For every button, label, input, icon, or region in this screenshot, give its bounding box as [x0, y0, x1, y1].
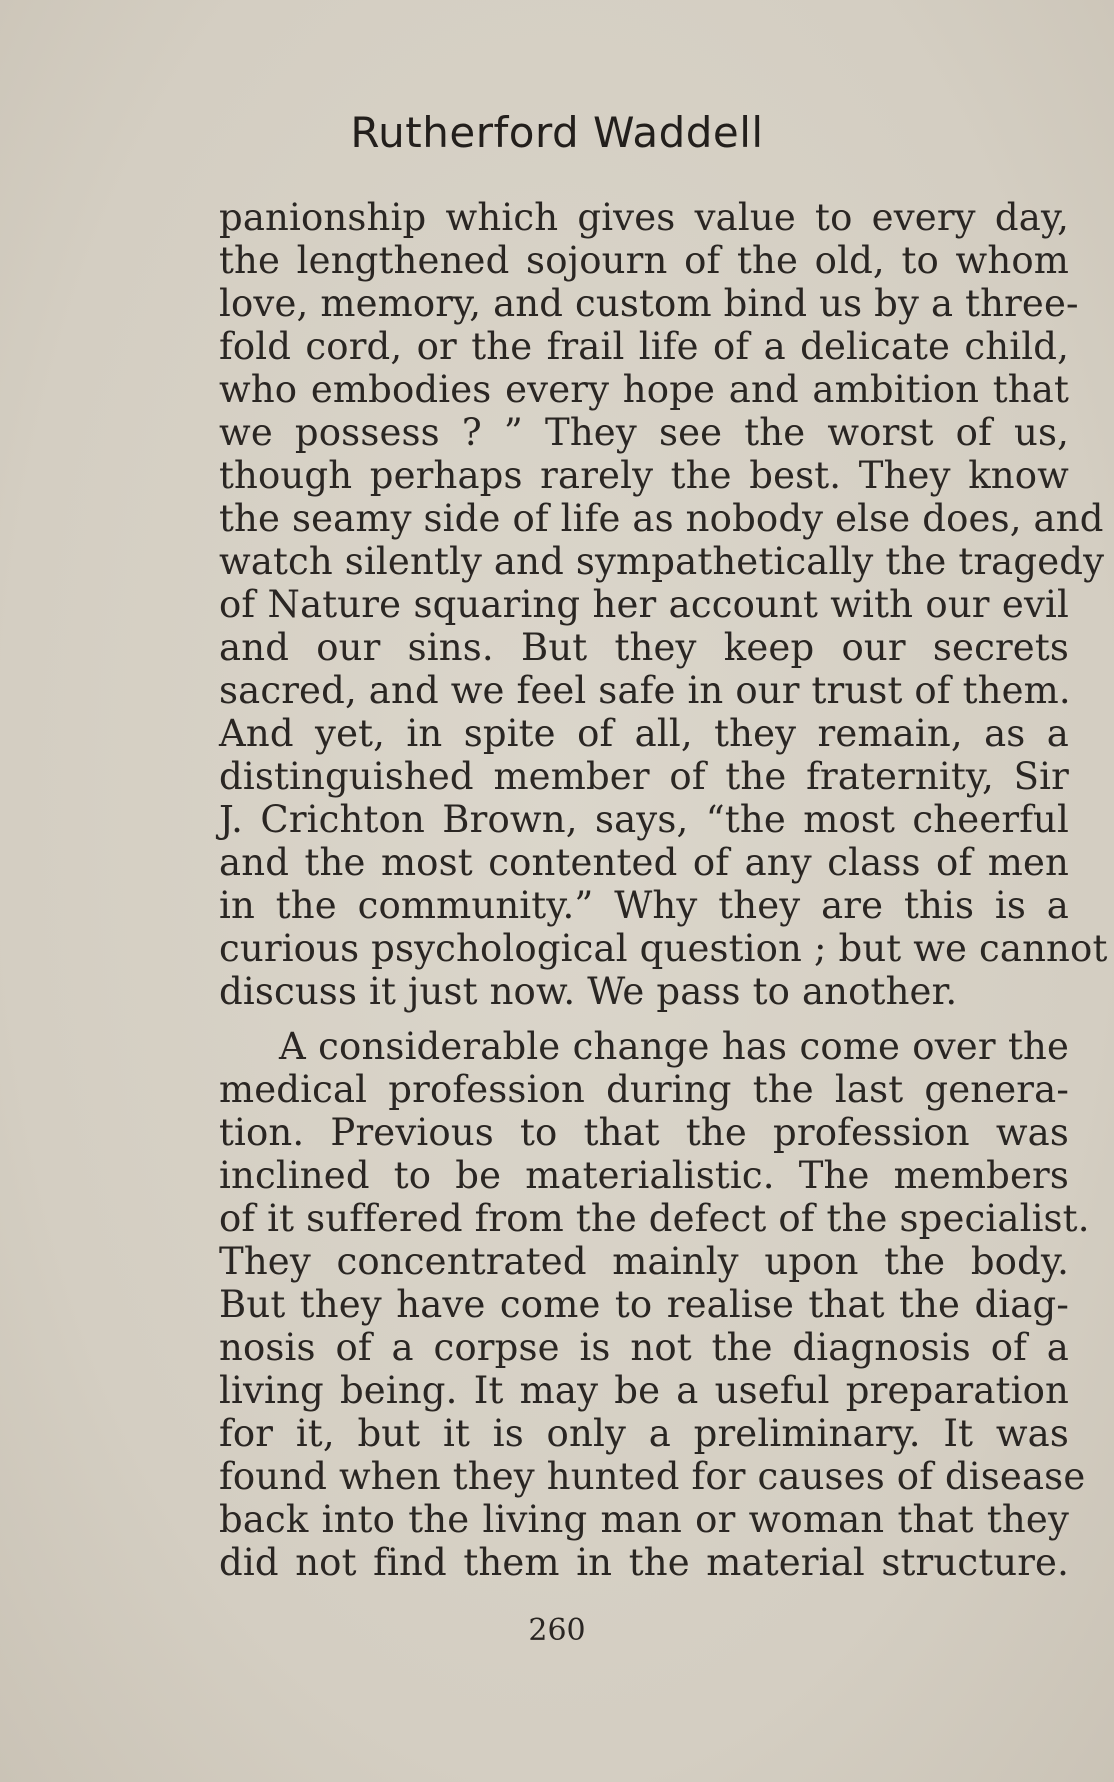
text-line: we possess ? ” They see the worst of us,	[219, 411, 1069, 454]
text-line: nosis of a corpse is not the diagnosis of a	[219, 1326, 1069, 1369]
text-line: who embodies every hope and ambition that	[219, 368, 1069, 411]
text-line: J. Crichton Brown, says, “the most cheerful	[219, 798, 1069, 841]
text-line: living being. It may be a useful preparation	[219, 1369, 1069, 1412]
text-line: tion. Previous to that the profession was	[219, 1111, 1069, 1154]
paragraph-2	[219, 1025, 1090, 1584]
page-number: 260	[528, 1613, 586, 1648]
text-line: And yet, in spite of all, they remain, as a	[219, 712, 1069, 755]
text-line: medical profession during the last genera-	[219, 1068, 1069, 1111]
text-line: the lengthened sojourn of the old, to whom	[219, 239, 1069, 282]
text-line: distinguished member of the fraternity, Sir	[219, 755, 1069, 798]
text-line: did not find them in the material structure.	[219, 1541, 1069, 1584]
text-line: found when they hunted for causes of disease	[219, 1455, 1086, 1498]
text-line: of it suffered from the defect of the specialist.	[219, 1197, 1090, 1240]
paragraph-1	[219, 196, 1108, 1013]
text-line: watch silently and sympathetically the tragedy	[219, 540, 1105, 583]
text-line: fold cord, or the frail life of a delicate child,	[219, 325, 1069, 368]
text-line: and our sins. But they keep our secrets	[219, 626, 1069, 669]
text-line: panionship which gives value to every day,	[219, 196, 1069, 239]
text-line: in the community.” Why they are this is a	[219, 884, 1069, 927]
text-line: curious psychological question ; but we cannot	[219, 927, 1108, 970]
body-text	[219, 196, 1108, 1584]
text-line: back into the living man or woman that they	[219, 1498, 1069, 1541]
running-head: Rutherford Waddell	[350, 108, 764, 157]
text-line: love, memory, and custom bind us by a three-	[219, 282, 1079, 325]
text-line: of Nature squaring her account with our evil	[219, 583, 1069, 626]
text-line: though perhaps rarely the best. They know	[219, 454, 1069, 497]
text-line: sacred, and we feel safe in our trust of them.	[219, 669, 1071, 712]
text-line: They concentrated mainly upon the body.	[219, 1240, 1069, 1283]
text-line: the seamy side of life as nobody else does, and	[219, 497, 1104, 540]
text-line: discuss it just now. We pass to another.	[219, 970, 958, 1013]
paragraph-gap	[219, 1013, 1069, 1025]
text-line: inclined to be materialistic. The members	[219, 1154, 1069, 1197]
text-line: But they have come to realise that the diag-	[219, 1283, 1069, 1326]
text-line: and the most contented of any class of men	[219, 841, 1069, 884]
text-line: for it, but it is only a preliminary. It was	[219, 1412, 1069, 1455]
text-line: A considerable change has come over the	[279, 1025, 1069, 1068]
